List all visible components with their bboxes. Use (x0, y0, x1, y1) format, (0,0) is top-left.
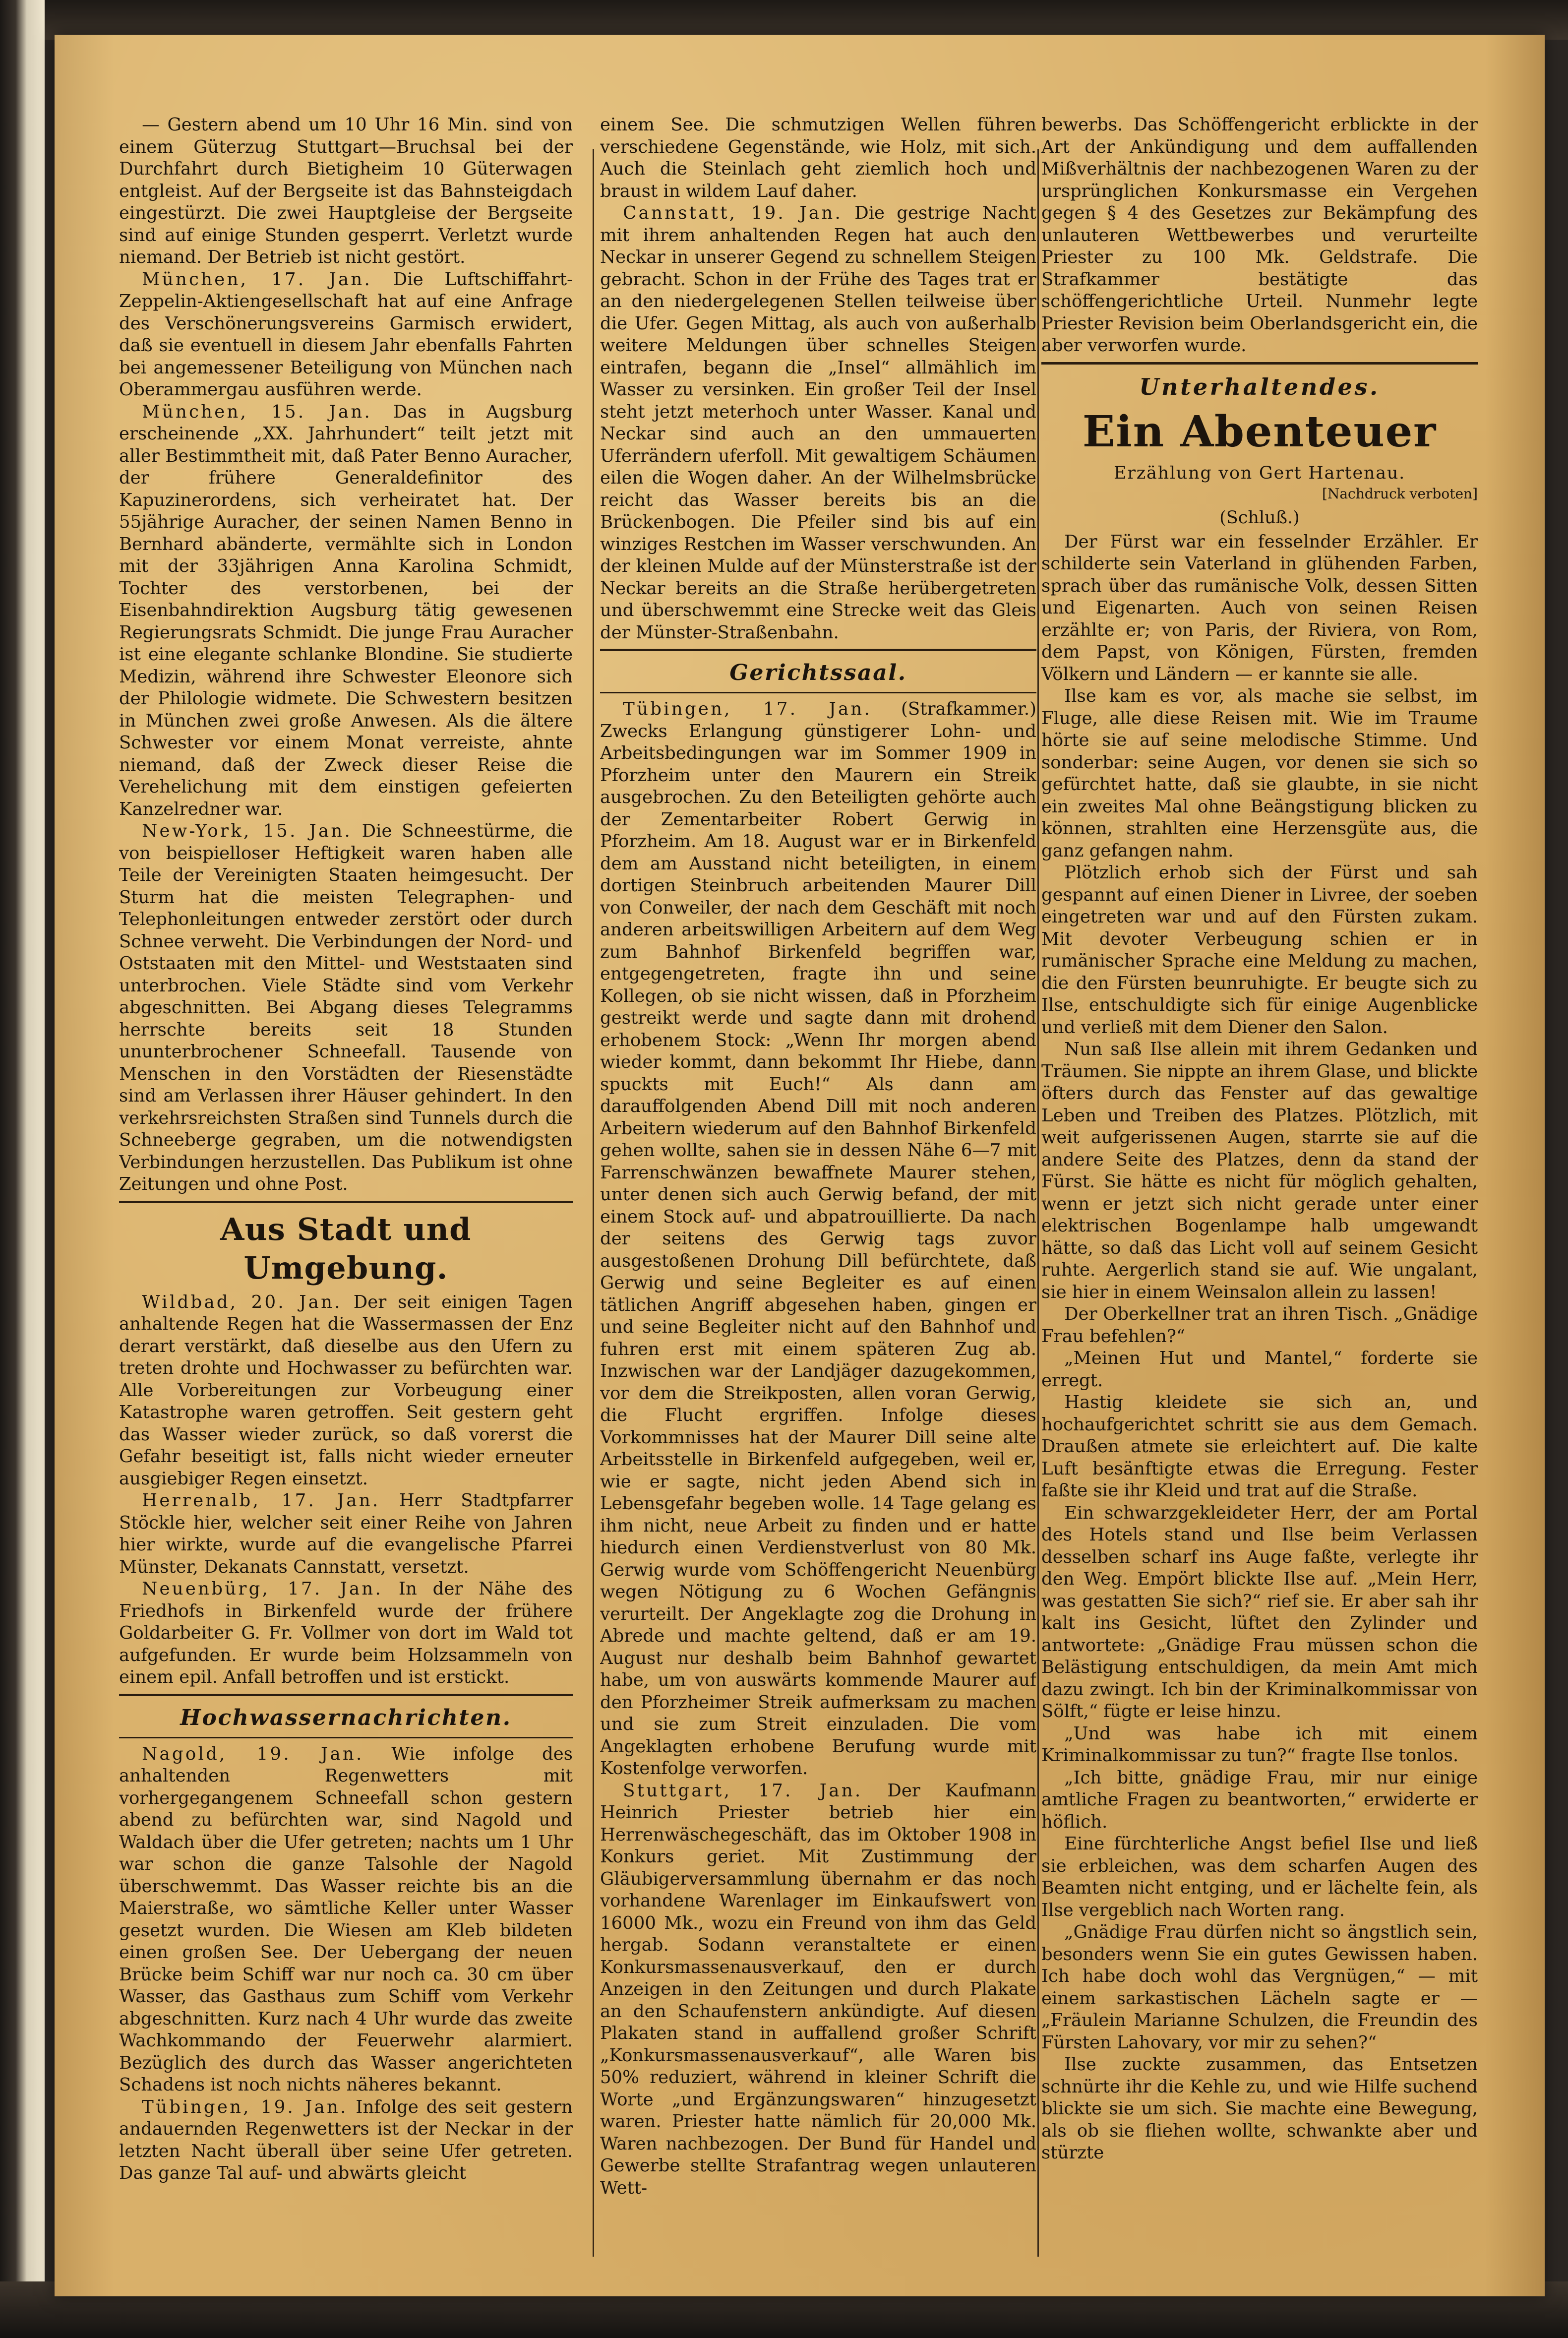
section-divider-thin (600, 692, 1036, 693)
article-text: Das in Augsburg erscheinende „XX. Jahrhundert“ teilt jetzt mit aller Bestimmtheit mit, daß Pater Benno Auracher, der frühere Generaldefinitor des Kapuzinerordens, sich verheiratet hat. Der 55jährige Auracher, der seinen Namen Benno in Bernhard abänderte, vermählte sich in London mit der 33jährigen Anna Karolina Schmidt, Tochter des verstorbenen, bei der Eisenbahndirektion Augsburg tätig gewesenen Regierungsrats Schmidt. Die junge Frau Auracher ist eine elegante schlanke Blondine. Sie studierte Medizin, während ihre Schwester Eleonore sich der Philologie widmete. Die Schwestern besitzen in München zwei große Anwesen. Als die ältere Schwester vor einem Monat verreiste, ahnte niemand, daß der Zweck dieser Reise die Verehelichung mit dem einstigen gefeierten Kanzelredner war. (119, 401, 573, 819)
article-text: In der Nähe des Friedhofs in Birkenfeld wurde der frühere Goldarbeiter G. Fr. Vollmer von dort im Wald tot aufgefunden. Er wurde beim Holzsammeln von einem epil. Anfall betroffen und ist erstickt. (119, 1579, 573, 1687)
article-muenchen-zeppelin (119, 269, 573, 401)
dateline: München, 15. Jan. (142, 401, 372, 422)
story-paragraph: „Gnädige Frau dürfen nicht so ängstlich sein, besonders wenn Sie ein gutes Gewissen haben. Ich habe doch wohl das Vergnügen,“ — mit einem sarkastischen Lächeln sagte er — „Fräulein Marianne Schulzen, die Freundin des Fürsten Lahovary, vor mir zu sehen?“ (1041, 1922, 1478, 2053)
column-3 (1041, 114, 1478, 2247)
scan-top-edge (0, 0, 1568, 40)
dateline: Stuttgart, 17. Jan. (623, 1780, 863, 1801)
story-author: Erzählung von Gert Hartenau. (1113, 463, 1405, 483)
story-paragraph: Plötzlich erhob sich der Fürst und sah gespannt auf einen Diener in Livree, der soeben eingetreten war und auf den Fürsten zukam. Mit devoter Verbeugung schien er in rumänischer Sprache eine Meldung zu machen, die den Fürsten beunruhigte. Er beugte sich zu Ilse, entschuldigte sich für einige Augenblicke und verließ mit dem Diener den Salon. (1041, 862, 1478, 1038)
story-paragraph: Ilse zuckte zusammen, das Entsetzen schnürte ihr die Kehle zu, und wie Hilfe suchend blickte sie um sich. Sie machte eine Bewegung, als ob sie fliehen wollte, schwankte aber und stürzte (1041, 2054, 1478, 2163)
story-part-label: (Schluß.) (1219, 507, 1300, 528)
article-text: Wie infolge des anhaltenden Regenwetters mit vorhergegangenem Schneefall schon gestern abend zu befürchten war, sind Nagold und Waldach über die Ufer getreten; nachts um 1 Uhr war schon die ganze Talsohle der Nagold überschwemmt. Das Wasser reichte bis an die Maierstraße, wo sämtliche Keller unter Wasser gesetzt wurden. Die Wiesen am Kleb bildeten einen großen See. Der Uebergang der neuen Brücke beim Schiff war nur noch ca. 30 cm über Wasser, das Gasthaus zum Schiff vom Verkehr abgeschnitten. Kurz nach 4 Uhr wurde das zweite Wachkommando der Feuerwehr alarmiert. Bezüglich des durch das Wasser angerichteten Schadens ist noch nichts näheres bekannt. (119, 1743, 573, 2095)
dateline: Herrenalb, 17. Jan. (142, 1490, 380, 1511)
article-stuttgart-priester (600, 1780, 1036, 2200)
article-text: Herr Stadtpfarrer Stöckle hier, welcher seit einer Reihe von Jahren hier wirkte, wurde auf die evangelische Pfarrei Münster, Dekanats Cannstatt, versetzt. (119, 1490, 573, 1577)
section-divider (119, 1694, 573, 1696)
story-paragraph: „Meinen Hut und Mantel,“ forderte sie erregt. (1041, 1348, 1478, 1391)
story-paragraph: Hastig kleidete sie sich an, und hochaufgerichtet schritt sie aus dem Gemach. Draußen atmete sie erleichtert auf. Die kalte Luft besänftigte etwas die Erregung. Fester faßte sie ihr Kleid und trat auf die Straße. (1041, 1392, 1478, 1501)
article-herrenalb (119, 1490, 573, 1578)
article-muenchen-auracher (119, 401, 573, 821)
article-text: Infolge des seit gestern andauernden Regenwetters ist der Neckar in der letzten Nacht überall über seine Ufer getreten. Das ganze Tal auf- und abwärts gleicht (119, 2096, 573, 2183)
dateline: Wildbad, 20. Jan. (142, 1292, 342, 1312)
article-text: Die gestrige Nacht mit ihrem anhaltenden Regen hat auch den Neckar in unserer Gegend zu schnellem Steigen gebracht. Schon in der Frühe des Tages trat er an den niedergelegenen Stellen teilweise über die Ufer. Gegen Mittag, als auch von außerhalb weitere Meldungen über schnelles Steigen eintrafen, begann die „Insel“ allmählich im Wasser zu versinken. Ein großer Teil der Insel steht jetzt meterhoch unter Wasser. Kanal und Neckar sind auch an den ummauerten Uferrändern uferfoll. Mit gewaltigem Schäumen eilen die Wogen daher. An der Wilhelmsbrücke reicht das Wasser bereits bis an die Brückenbogen. Die Pfeiler sind bis auf ein winziges Restchen im Wasser verschwunden. An der kleinen Mulde auf der Münsterstraße ist der Neckar bereits an die Straße herübergetreten und überschwemmt eine Strecke weit das Gleis der Münster-Straßenbahn. (600, 203, 1036, 643)
story-paragraph: Ilse kam es vor, als mache sie selbst, im Fluge, alle diese Reisen mit. Wie im Traume hörte sie auf seine melodische Stimme. Und sonderbar: seine Augen, vor denen sie sich so gefürchtet hatte, daß sie glaubte, in sie nicht ein zweites Mal ohne Beängstigung blicken zu können, strahlten eine Herzensgüte aus, die ganz gefangen nahm. (1041, 686, 1478, 861)
article-tuebingen-hochwasser (119, 2096, 573, 2185)
section-heading-gerichtssaal: Gerichtssaal. (729, 660, 907, 685)
article-continued: einem See. Die schmutzigen Wellen führen verschiedene Gegenstände, wie Holz, mit sich. Auch die Steinlach geht ziemlich hoch und braust in wildem Lauf daher. (600, 115, 1036, 201)
section-divider-thin (119, 1737, 573, 1738)
section-divider (1041, 362, 1478, 365)
article-tuebingen-strafkammer (600, 698, 1036, 1780)
section-heading-unterhaltendes: Unterhaltendes. (1139, 373, 1380, 400)
article-neuenbuerg (119, 1578, 573, 1689)
story-paragraph: „Und was habe ich mit einem Kriminalkommissar zu tun?“ fragte Ilse tonlos. (1041, 1723, 1478, 1766)
section-heading-stadt: Aus Stadt und Umgebung. (220, 1211, 472, 1286)
story-paragraph: Nun saß Ilse allein mit ihrem Gedanken und Träumen. Sie nippte an ihrem Glase, und blickte öfters durch das Fenster auf das gewaltige Leben und Treiben des Platzes. Plötzlich, mit weit aufgerissenen Augen, starrte sie auf die andere Seite des Platzes, denn da stand der Fürst. Sie hätte es nicht für möglich gehalten, wenn er jetzt sich nicht gerade unter einer elektrischen Bogenlampe halb umgewandt hätte, so daß das Licht voll auf seinem Gesicht ruhte. Aergerlich stand sie auf. Wie ungalant, sie hier in einem Weinsalon allein zu lassen! (1041, 1039, 1478, 1302)
dateline: Neuenbürg, 17. Jan. (142, 1579, 383, 1599)
article-text: Die Schneestürme, die von beispielloser Heftigkeit waren haben alle Teile der Vereinigten Staaten heimgesucht. Der Sturm hat die meisten Telegraphen- und Telephonleitungen entweder zerstört oder durch Schnee verweht. Die Verbindungen der Nord- und Oststaaten mit den Mittel- und Weststaaten sind unterbrochen. Viele Städte sind vom Verkehr abgeschnitten. Bei Abgang dieses Telegramms herrschte bereits seit 18 Stunden ununterbrochener Schneefall. Tausende von Menschen in den Vorstädten der Riesenstädte sind am Verlassen ihrer Häuser gehindert. In den verkehrsreichsten Straßen sind Tunnels durch die Schneeberge gegraben, um die notwendigsten Verbindungen herzustellen. Das Publikum ist ohne Zeitungen und ohne Post. (119, 821, 573, 1194)
dateline: Nagold, 19. Jan. (142, 1743, 364, 1764)
article-nagold (119, 1743, 573, 2096)
dateline: München, 17. Jan. (142, 269, 372, 290)
column-2 (600, 114, 1036, 2247)
section-heading-hochwasser: Hochwassernachrichten. (180, 1705, 512, 1730)
story-paragraph: Der Fürst war ein fesselnder Erzähler. Er schilderte sein Vaterland in glühenden Farben, sprach über das rumänische Volk, dessen Sitten und Eigenarten. Auch von seinen Reisen erzählte er; von Paris, der Riviera, von Rom, dem Papst, von Königen, Fürsten, fremden Völkern und Ländern — er kannte sie alle. (1041, 531, 1478, 684)
story-paragraph: Eine fürchterliche Angst befiel Ilse und ließ sie erbleichen, was dem scharfen Augen des Beamten nicht entging, und er lächelte fein, als Ilse vergeblich nach Worten rang. (1041, 1834, 1478, 1920)
article-wildbad (119, 1292, 573, 1490)
story-paragraph: Der Oberkellner trat an ihren Tisch. „Gnädige Frau befehlen?“ (1041, 1304, 1478, 1347)
article-bietigheim: — Gestern abend um 10 Uhr 16 Min. sind von einem Güterzug Stuttgart—Bruchsal bei der Durchfahrt durch Bietigheim 10 Güterwagen entgleist. Auf der Bergseite ist das Bahnsteigdach eingestürzt. Die zwei Hauptgleise der Bergseite sind auf einige Stunden gesperrt. Verletzt wurde niemand. Der Betrieb ist nicht gestört. (119, 115, 573, 267)
story-paragraph: „Ich bitte, gnädige Frau, mir nur einige amtliche Fragen zu beantworten,“ erwiderte er höflich. (1041, 1767, 1478, 1832)
dateline: Cannstatt, 19. Jan. (623, 203, 843, 223)
dateline: New-York, 15. Jan. (142, 821, 353, 841)
scan-left-edge (0, 0, 45, 2338)
story-title: Ein Abenteuer (1082, 406, 1437, 457)
article-text: Der seit einigen Tagen anhaltende Regen hat die Wassermassen der Enz derart verstärkt, daß dieselbe aus den Ufern zu treten drohte und Hochwasser zu befürchten war. Alle Vorbereitungen zur Vorbeugung einer Katastrophe waren getroffen. Seit gestern geht das Wasser wieder zurück, so daß vorerst die Gefahr beseitigt ist, falls nicht wieder erneuter ausgiebiger Regen einsetzt. (119, 1292, 573, 1489)
article-new-york (119, 820, 573, 1196)
section-divider (600, 649, 1036, 651)
article-text: (Strafkammer.) Zwecks Erlangung günstigerer Lohn- und Arbeitsbedingungen war im Sommer 1909 in Pforzheim unter den Maurern ein Streik ausgebrochen. Zu den Beteiligten gehörte auch der Zementarbeiter Robert Gerwig in Pforzheim. Am 18. August war er in Birkenfeld dem am Ausstand nicht beteiligten, in einem dortigen Steinbruch arbeitenden Maurer Dill von Conweiler, der nach dem Geschäft mit noch anderen arbeitswilligen Arbeitern auf dem Weg zum Bahnhof Birkenfeld begriffen war, entgegengetreten, fragte ihn und seine Kollegen, ob sie nicht wissen, daß in Pforzheim gestreikt werde und sagte dann mit drohend erhobenem Stock: „Wenn Ihr morgen abend wieder kommt, dann bekommt Ihr Hiebe, dann spuckts mit Euch!“ Als dann am darauffolgenden Abend Dill mit noch anderen Arbeitern wiederum auf den Bahnhof Birkenfeld gehen wollte, sahen sie in dessen Nähe 6—7 mit Farrenschwänzen bewaffnete Maurer stehen, unter denen sich auch Gerwig befand, der mit einem Stock auf- und abpatrouillierte. Da nach der seitens des Gerwig tags zuvor ausgestoßenen Drohung Dill befürchtete, daß Gerwig und seine Begleiter es auf einen tätlichen Angriff abgesehen haben, gingen er und seine Begleiter nicht auf den Bahnhof und fuhren erst mit einem späteren Zug ab. Inzwischen war der Landjäger dazugekommen, vor dem die Streikposten, allen voran Gerwig, die Flucht ergriffen. Infolge dieses Vorkommnisses hat der Maurer Dill seine alte Arbeitsstelle in Birkenfeld aufgegeben, weil er, wie er sagte, nicht jeden Abend sich in Lebensgefahr begeben wolle. 14 Tage gelang es ihm nicht, neue Arbeit zu finden und er hatte hiedurch einen Verdienstverlust von 80 Mk. Gerwig wurde vom Schöffengericht Neuenbürg wegen Nötigung zu 6 Wochen Gefängnis verurteilt. Der Angeklagte zog die Drohung in Abrede und machte geltend, daß er am 19. August nur deshalb beim Bahnhof gewartet habe, um von auswärts kommende Maurer auf den Pforzheimer Streik aufmerksam zu machen und sie zum Streit einzuladen. Die vom Angeklagten erhobene Berufung wurde mit Kostenfolge verworfen. (600, 699, 1036, 1779)
column-rule-1 (593, 149, 594, 2257)
story-paragraph: Ein schwarzgekleideter Herr, der am Portal des Hotels stand und Ilse beim Verlassen desselben scharf ins Auge faßte, verlegte ihr den Weg. Empört blickte Ilse auf. „Mein Herr, was gestatten Sie sich?“ rief sie. Er aber sah ihr kalt ins Gesicht, lüftet den Zylinder und antwortete: „Gnädige Frau müssen schon die Belästigung entschuldigen, da mein Amt mich dazu zwingt. Ich bin der Kriminalkommissar von Sölft,“ fügte er leise hinzu. (1041, 1502, 1478, 1722)
reprint-notice: [Nachdruck verboten] (1322, 485, 1478, 502)
article-text: Die Luftschiffahrt-Zeppelin-Aktiengesellschaft hat auf eine Anfrage des Verschönerungsvereins Garmisch erwidert, daß sie eventuell in diesem Jahr ebenfalls Fahrten bei angemessener Beteiligung von München nach Oberammergau ausführen werde. (119, 269, 573, 400)
dateline: Tübingen, 17. Jan. (623, 699, 872, 719)
column-rule-2 (1037, 149, 1039, 2257)
column-1 (119, 114, 573, 2247)
article-continued: bewerbs. Das Schöffengericht erblickte in der Art der Ankündigung und dem auffallenden Mißverhältnis der nachbezogenen Waren zu der ursprünglichen Konkursmasse ein Vergehen gegen § 4 des Gesetzes zur Bekämpfung des unlauteren Wettbewerbes und verurteilte Priester zu 100 Mk. Geldstrafe. Die Strafkammer bestätigte das schöffengerichtliche Urteil. Nunmehr legte Priester Revision beim Oberlandsgericht ein, die aber verworfen wurde. (1041, 115, 1478, 356)
article-cannstatt (600, 202, 1036, 644)
dateline: Tübingen, 19. Jan. (142, 2096, 348, 2117)
article-text: Der Kaufmann Heinrich Priester betrieb hier ein Herrenwäschegeschäft, das im Oktober 1908 in Konkurs geriet. Mit Zustimmung der Gläubigerversammlung übernahm er das noch vorhandene Warenlager im Einkaufswert von 16000 Mk., wozu ein Freund von ihm das Geld hergab. Sodann veranstaltete er einen Konkursmassenausverkauf, den er durch Anzeigen in den Zeitungen und durch Plakate an den Schaufenstern ankündigte. Auf diesen Plakaten stand in auffallend großer Schrift „Konkursmassenausverkauf“, alle Waren bis 50% reduziert, während in kleiner Schrift die Worte „und Ergänzungswaren“ hinzugesetzt waren. Priester hatte nämlich für 20,000 Mk. Waren nachbezogen. Der Bund für Handel und Gewerbe stellte Strafantrag wegen unlauteren Wett- (600, 1780, 1036, 2198)
section-divider (119, 1201, 573, 1203)
